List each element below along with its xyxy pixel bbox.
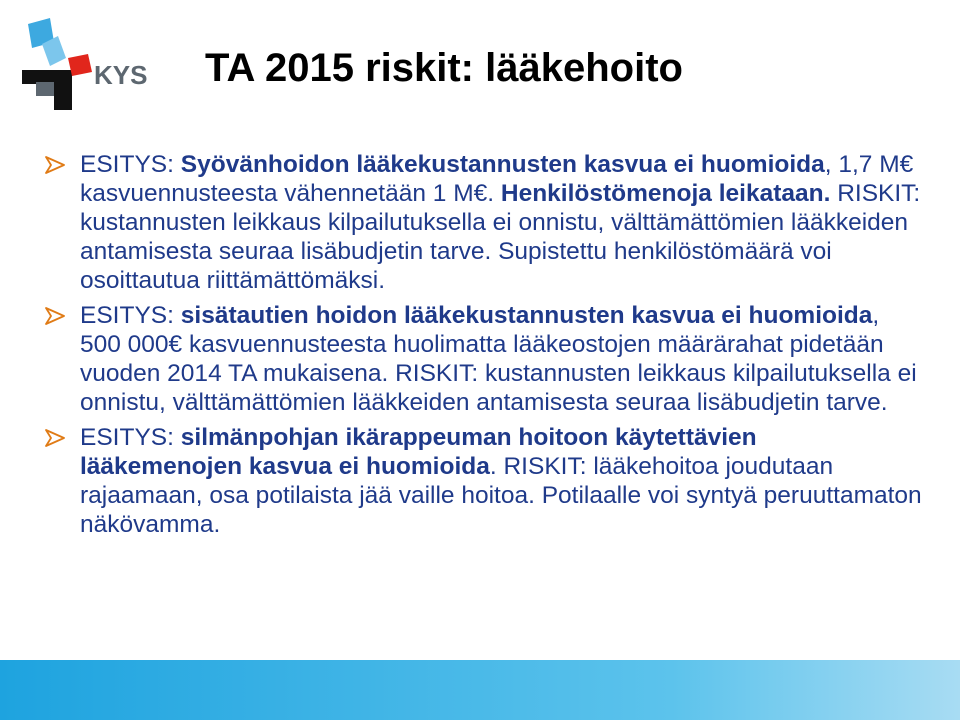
bullet-item [44,301,924,417]
kys-logo-icon [14,14,174,114]
bullet-text-part: ESITYS: [80,424,181,451]
arrow-bullet-icon [44,156,66,174]
bullet-text-part: , 1,7 M€ kasvuennusteesta vähennetään 1 M€. [80,151,914,207]
slide-title: TA 2015 riskit: lääkehoito [205,46,683,90]
bullet-item [44,150,924,295]
bullet-text-part: ESITYS: [80,151,181,178]
bullet-highlight: Henkilöstömenoja leikataan. [500,180,831,207]
bullet-text-part: . RISKIT: lääkehoitoa joudutaan rajaamaan, osa potilaista jää vaille hoitoa. Potilaalle voi syntyä peruuttamaton näkövamma. [80,453,922,538]
bullet-text-part: ESITYS: [80,302,181,329]
bullet-highlight: silmänpohjan ikärappeuman hoitoon käytettävien lääkemenojen kasvua ei huomioida [80,424,757,480]
bullet-item [44,423,924,539]
bullet-list [44,150,924,545]
bullet-highlight: Syövänhoidon lääkekustannusten kasvua ei huomioida [180,151,825,178]
arrow-bullet-icon [44,429,66,447]
bullet-text-part: , 500 000€ kasvuennusteesta huolimatta lääkeostojen määrärahat pidetään vuoden 2014 TA mukaisena. RISKIT: kustannusten leikkaus kilpailutuksella ei onnistu, välttämättömien lääkkeiden antamisesta seuraa lisäbudjetin tarve. [80,302,917,416]
bullet-highlight: sisätautien hoidon lääkekustannusten kasvua ei huomioida [180,302,873,329]
bullet-text-part: RISKIT: kustannusten leikkaus kilpailutuksella ei onnistu, välttämättömien lääkkeiden antamisesta seuraa lisäbudjetin tarve. Supistettu henkilöstömäärä voi osoittautua riittämättömäksi. [80,180,921,294]
logo-text: KYS [94,60,148,90]
arrow-bullet-icon [44,307,66,325]
footer-bar [0,660,960,720]
